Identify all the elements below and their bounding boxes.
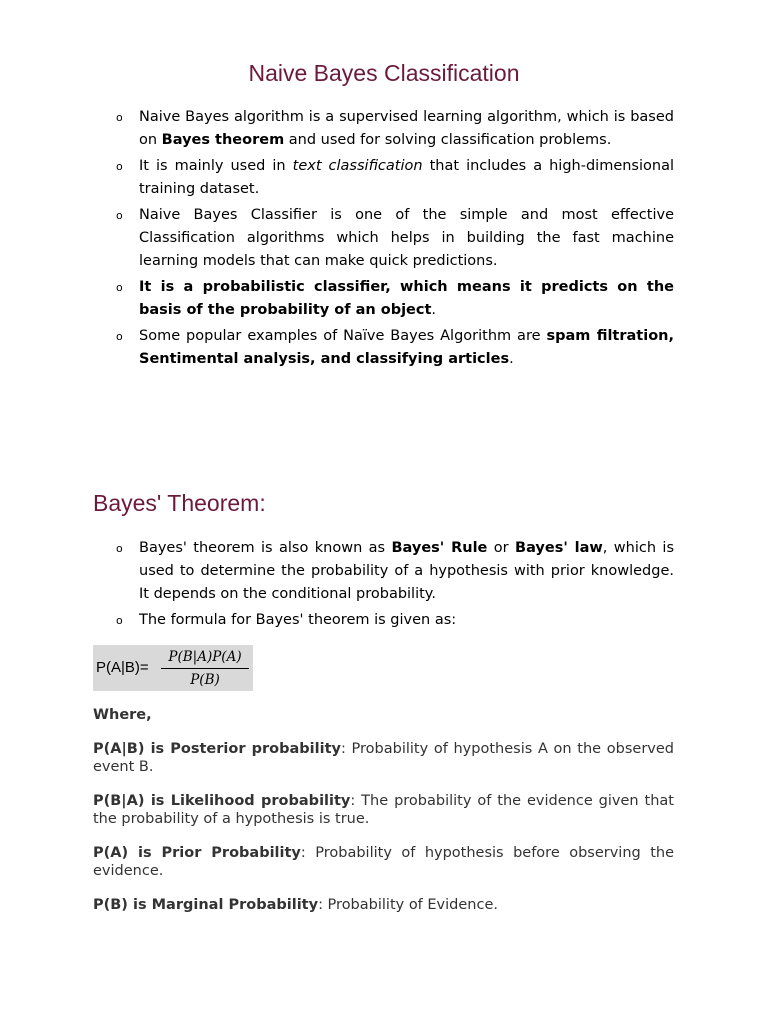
theorem-bullet-list xyxy=(93,537,674,635)
list-item: o Naive Bayes algorithm is a supervised learning algorithm, which is based on Bayes theorem and used for solving classification problems. xyxy=(93,106,674,152)
definition-item: P(A) is Prior Probability: Probability of hypothesis before observing the evidence. xyxy=(93,845,674,879)
definition-item: P(B|A) is Likelihood probability: The probability of the evidence given that the probability of a hypothesis is true. xyxy=(93,793,674,827)
list-item: o Some popular examples of Naïve Bayes Algorithm are spam filtration, Sentimental analysis, and classifying articles. xyxy=(93,325,674,371)
definition-item: P(B) is Marginal Probability: Probability of Evidence. xyxy=(93,897,498,913)
formula-fraction xyxy=(159,647,251,690)
list-item: o Bayes' theorem is also known as Bayes' Rule or Bayes' law, which is used to determine the probability of a hypothesis with prior knowledge. It depends on the conditional probability. xyxy=(93,537,674,606)
list-item: o Naive Bayes Classifier is one of the simple and most effective Classification algorithms which helps in building the fast machine learning models that can make quick predictions. xyxy=(93,204,674,273)
formula-numerator: P(B|A)P(A) xyxy=(168,649,242,665)
list-item: o It is a probabilistic classifier, which means it predicts on the basis of the probability of an object. xyxy=(93,276,674,322)
list-item: o It is mainly used in text classification that includes a high-dimensional training dataset. xyxy=(93,155,674,201)
fraction-bar xyxy=(161,668,249,669)
definitions xyxy=(93,706,674,930)
where-label: Where, xyxy=(93,707,152,723)
page-title: Naive Bayes Classification xyxy=(248,60,520,86)
bayes-formula xyxy=(93,645,253,691)
definition-item: P(A|B) is Posterior probability: Probability of hypothesis A on the observed event B. xyxy=(93,741,674,775)
section-heading: Bayes' Theorem: xyxy=(93,490,266,516)
formula-lhs: P(A|B)= xyxy=(96,659,149,676)
list-item: o The formula for Bayes' theorem is given as: xyxy=(93,609,674,632)
intro-bullet-list xyxy=(93,106,674,374)
formula-denominator: P(B) xyxy=(190,672,220,688)
